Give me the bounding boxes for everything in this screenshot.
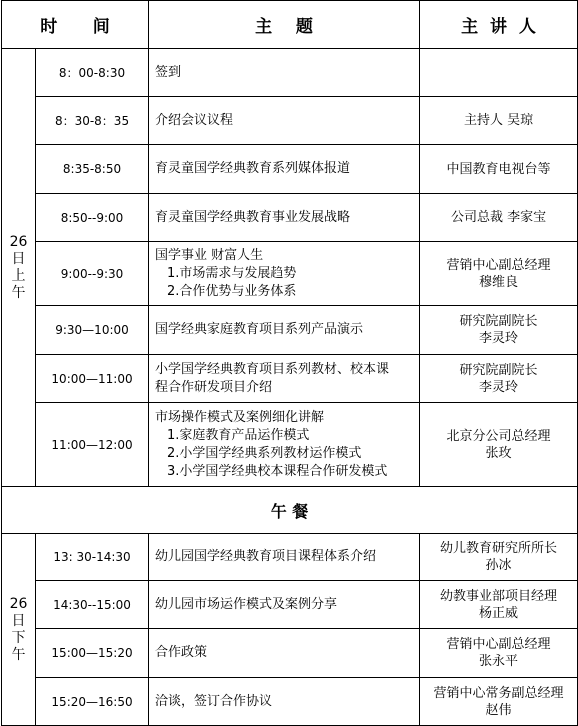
- speaker-line: 北京分公司总经理: [446, 428, 551, 444]
- speaker-line: 赵伟: [485, 702, 512, 718]
- topic-cell: [149, 306, 420, 355]
- topic-cell: [149, 534, 420, 581]
- header-speaker: 主 讲 人: [420, 1, 578, 49]
- topic-subitem: 3.小学国学经典校本课程合作研发模式: [167, 463, 388, 479]
- speaker-line: 李灵玲: [479, 379, 519, 395]
- topic-subitem: 1.市场需求与发展趋势: [167, 265, 297, 281]
- schedule-row: [2, 629, 578, 678]
- topic-cell: [149, 355, 420, 403]
- day-label-char: 午: [11, 646, 26, 663]
- topic-line: 幼儿园市场运作模式及案例分享: [155, 596, 338, 612]
- topic-line: 育灵童国学经典教育系列媒体报道: [155, 161, 351, 176]
- topic-subitem: 1.家庭教育产品运作模式: [167, 427, 310, 443]
- topic-cell: [149, 629, 420, 678]
- speaker-cell: [420, 242, 578, 306]
- topic-line: 介绍会议议程: [155, 112, 234, 128]
- day-label-char: 26: [9, 595, 28, 612]
- schedule-row: [2, 306, 578, 355]
- schedule-row: [2, 97, 578, 145]
- lunch-label: 午 餐: [2, 487, 578, 534]
- topic-line: 签到: [155, 64, 182, 80]
- time-cell: 8:35-8:50: [36, 145, 149, 194]
- time-cell: 15:00—15:20: [36, 629, 149, 678]
- schedule-row: [2, 581, 578, 629]
- speaker-cell: [420, 581, 578, 629]
- speaker-line: 幼儿教育研究所所长: [440, 541, 558, 556]
- speaker-cell: [420, 49, 578, 97]
- speaker-cell: [420, 145, 578, 194]
- topic-subitem: 2.小学国学经典系列教材运作模式: [167, 445, 362, 461]
- day-label: [2, 49, 36, 487]
- topic-cell: [149, 49, 420, 97]
- schedule-row: [2, 403, 578, 487]
- time-cell: 9:30—10:00: [36, 306, 149, 355]
- day-label-char: 午: [11, 284, 26, 301]
- time-cell: 13: 30-14:30: [36, 534, 149, 581]
- topic-line: 幼儿园国学经典教育项目课程体系介绍: [155, 549, 377, 564]
- topic-cell: [149, 678, 420, 726]
- topic-cell: [149, 145, 420, 194]
- topic-line: 国学经典家庭教育项目系列产品演示: [155, 322, 364, 337]
- schedule-row: [2, 678, 578, 726]
- topic-line: 合作政策: [155, 645, 208, 660]
- speaker-cell: [420, 306, 578, 355]
- topic-cell: [149, 403, 420, 487]
- speaker-line: 研究院副院长: [459, 362, 538, 378]
- day-label: [2, 534, 36, 726]
- speaker-line: 张永平: [479, 654, 519, 669]
- day-label-char: 上: [11, 267, 26, 284]
- schedule-row: [2, 194, 578, 242]
- header-row: [2, 1, 578, 49]
- day-label-char: 下: [11, 629, 26, 646]
- speaker-line: 张玫: [485, 445, 512, 461]
- speaker-line: 研究院副院长: [459, 314, 538, 329]
- time-cell: 8:50--9:00: [36, 194, 149, 242]
- topic-line: 小学国学经典教育项目系列教材、校本课: [155, 361, 390, 377]
- schedule-row: [2, 242, 578, 306]
- header-time: 时 间: [2, 1, 149, 49]
- speaker-cell: [420, 194, 578, 242]
- speaker-line: 孙冰: [485, 558, 512, 573]
- schedule-row: [2, 145, 578, 194]
- time-cell: 15:20—16:50: [36, 678, 149, 726]
- schedule-row: [2, 355, 578, 403]
- topic-subitem: 2.合作优势与业务体系: [167, 283, 297, 299]
- speaker-line: 中国教育电视台等: [446, 161, 551, 177]
- topic-line: 市场操作模式及案例细化讲解: [155, 409, 325, 425]
- schedule-row: [2, 534, 578, 581]
- speaker-cell: [420, 403, 578, 487]
- topic-cell: [149, 581, 420, 629]
- topic-line: 国学事业 财富人生: [155, 247, 264, 263]
- speaker-line: 公司总裁 李家宝: [450, 210, 547, 225]
- topic-cell: [149, 97, 420, 145]
- header-topic: 主 题: [149, 1, 420, 49]
- day-label-char: 日: [11, 250, 26, 267]
- day-label-char: 26: [9, 233, 28, 250]
- schedule-table: [1, 0, 578, 726]
- time-cell: 14:30--15:00: [36, 581, 149, 629]
- time-cell: 8：30-8：35: [36, 97, 149, 145]
- speaker-cell: [420, 629, 578, 678]
- speaker-line: 主持人 吴琼: [463, 113, 534, 128]
- time-cell: 9:00--9:30: [36, 242, 149, 306]
- topic-line: 程合作研发项目介绍: [155, 379, 273, 395]
- speaker-line: 穆维良: [479, 274, 519, 290]
- speaker-line: 营销中心副总经理: [446, 257, 551, 273]
- speaker-line: 李灵玲: [479, 331, 519, 346]
- speaker-cell: [420, 355, 578, 403]
- topic-cell: [149, 194, 420, 242]
- speaker-line: 杨正威: [479, 605, 519, 621]
- speaker-line: 幼教事业部项目经理: [440, 588, 558, 604]
- lunch-row: [2, 487, 578, 534]
- day-label-char: 日: [11, 612, 26, 629]
- time-cell: 10:00—11:00: [36, 355, 149, 403]
- speaker-cell: [420, 678, 578, 726]
- time-cell: 11:00—12:00: [36, 403, 149, 487]
- speaker-line: 营销中心副总经理: [446, 637, 551, 652]
- speaker-line: 营销中心常务副总经理: [433, 685, 564, 701]
- schedule-row: [2, 49, 578, 97]
- speaker-cell: [420, 97, 578, 145]
- speaker-cell: [420, 534, 578, 581]
- topic-line: 洽谈，签订合作协议: [155, 693, 273, 709]
- topic-line: 育灵童国学经典教育事业发展战略: [155, 209, 351, 225]
- time-cell: 8：00-8:30: [36, 49, 149, 97]
- topic-cell: [149, 242, 420, 306]
